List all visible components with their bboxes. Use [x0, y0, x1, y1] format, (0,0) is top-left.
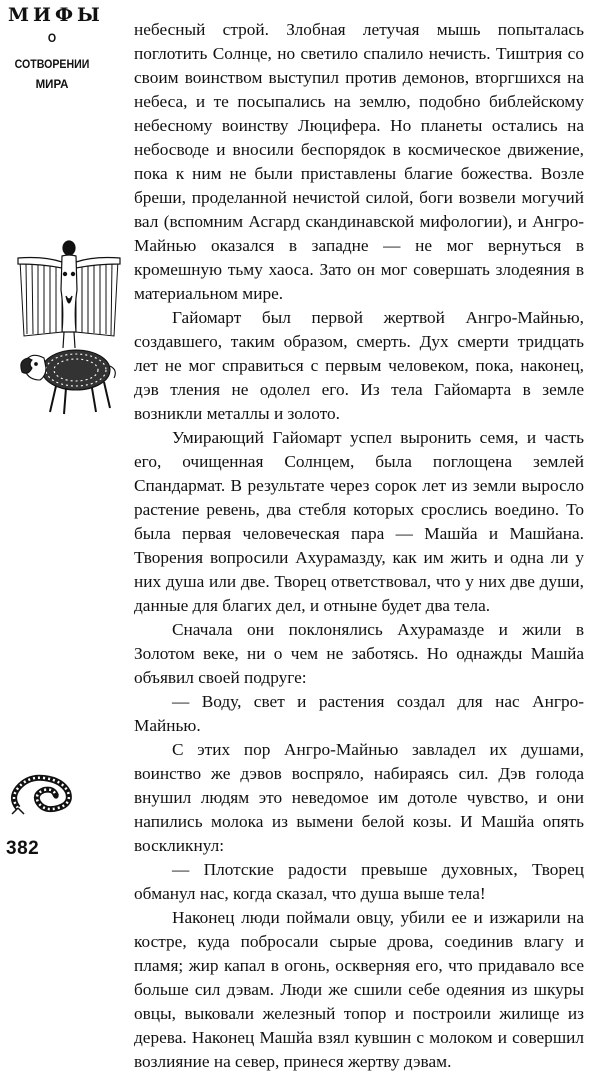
running-head-subtitle-line1: О СОТВОРЕНИИ [14, 33, 90, 71]
page-number: 382 [6, 838, 40, 859]
paragraph: Наконец люди поймали овцу, убили ее и изжарили на костре, куда побросали сырые дрова, соединив влагу и пламя; жир капал в огонь, оскверняя его, что придавало все больше сил дэвам. Люди же сшили себе одеяния из шкуры овцы, выковали железный топор и построили жилище из дерева. Наконец Машйа взял кувшин с молоком и совершил возлияние на север, принеся жертву дэвам. [134, 908, 584, 1071]
paragraph: С этих пор Ангро-Майнью завладел их душами, воинство же дэвов воспряло, набираясь сил. Дэв голода внушил людям это неведомое им дотоле чувство, и они напились молока из вымени белой козы. И Машйа опять воскликнул: [134, 740, 584, 855]
paragraph: небесный строй. Злобная летучая мышь попыталась поглотить Солнце, но светило спалило нечисть. Тиштрия со своим воинством выступил против демонов, вторгшихся на небеса, и те посыпались на землю, подобно библейскому небесному воинству Люцифера. Но планеты остались на небосводе и вносили беспорядок в космическое движение, пока к ним не были приставлены благие божества. Возле бреши, проделанной нечистой силой, боги возвели могучий вал (вспомним Асгард скандинавской мифологии), и Ангро-Майнью оказался в западне — не мог вернуться в кромешную тьму хаоса. Зато он мог совершать злодеяния в материальном мире. [134, 20, 584, 303]
ram-body [21, 350, 115, 414]
coiled-serpent-illustration [8, 768, 80, 818]
dialogue-line: — Плотские радости превыше духовных, Творец обманул нас, когда сказал, что душа выше тела! [134, 860, 584, 903]
paragraph: Умирающий Гайомарт успел выронить семя, и часть его, очищенная Солнцем, была поглощена землей Спандармат. В результате через сорок лет из земли выросло растение ревень, два стебля которых срослись воедино. То была первая человеческая пара — Машйа и Машйана. Творения вопросили Ахурамазду, как им жить и одна ли у них душа или две. Творец ответствовал, что у них две души, данные для благих дел, и отныне будет два тела. [134, 428, 584, 615]
running-head-title: МИФЫ [8, 4, 104, 26]
figure-on-ram-illustration [14, 240, 124, 420]
running-head [8, 4, 104, 92]
paragraph: Сначала они поклонялись Ахурамазде и жили в Золотом веке, ни о чем не заботясь. Но однажды Машйа объявил своей подруге: [134, 620, 584, 687]
running-head-subtitle-line2: МИРА [35, 79, 69, 91]
paragraph: Гайомарт был первой жертвой Ангро-Майнью, создавшего, таким образом, смерть. Дух смерти тридцать лет не мог справиться с первым человеком, пока, наконец, дэв тления не одолел его. Из тела Гайомарта в земле возникли металлы и золото. [134, 308, 584, 423]
page-margin [0, 0, 125, 872]
body-text [134, 18, 584, 1074]
dialogue-line: — Воду, свет и растения создал для нас Ангро-Майнью. [134, 692, 584, 735]
